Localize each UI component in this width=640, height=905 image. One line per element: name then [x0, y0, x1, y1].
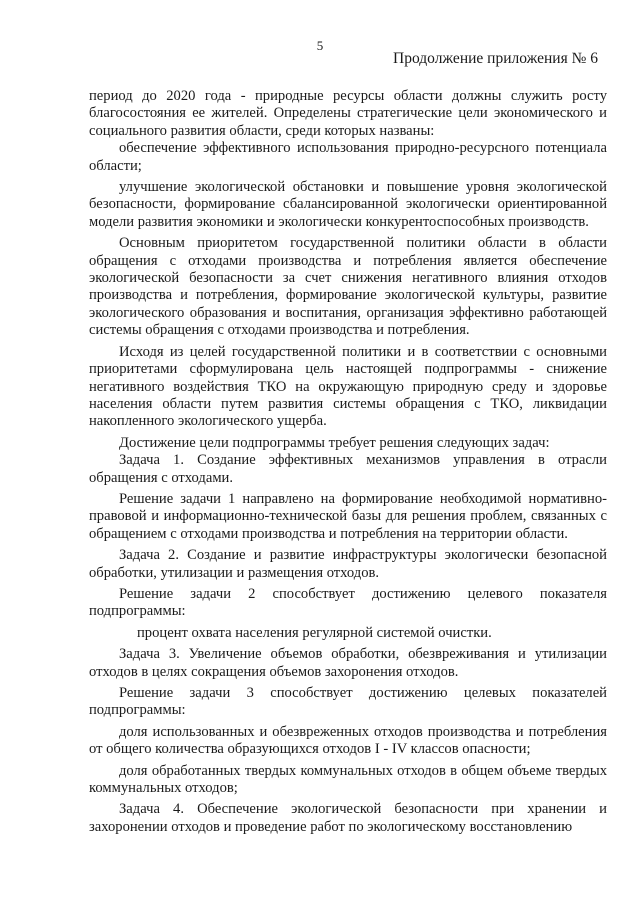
paragraph-priority: Основным приоритетом государственной политики области в области обращения с отходами производства и потребления является обеспечение экологической безопасности за счет снижения негативного влияния отходов производства и потребления, формирование экологической культуры, развитие экологического образования и воспитания, организация эффективно работающей системы обращения с отходами производства и потребления. — [89, 235, 607, 339]
paragraph-goal-ecology: улучшение экологической обстановки и повышение уровня экологической безопасности, формирование сбалансированной экологически ориентированной модели развития экономики и экологически конкурентоспособных производств. — [89, 179, 607, 230]
document-body — [89, 88, 607, 836]
paragraph-task-1-solution: Решение задачи 1 направлено на формирование необходимой нормативно-правовой и информационно-технической базы для решения проблем, связанных с обращением с отходами производства и потребления на территории области. — [89, 490, 607, 542]
paragraph-task-3-indicator-1: доля использованных и обезвреженных отходов производства и потребления от общего количества образующихся отходов I - IV классов опасности; — [89, 723, 607, 758]
paragraph-tasks-intro: Достижение цели подпрограммы требует решения следующих задач: — [119, 434, 550, 451]
paragraph-task-4: Задача 4. Обеспечение экологической безопасности при хранении и захоронении отходов и проведение работ по экологическому восстановлению — [89, 801, 607, 835]
appendix-continuation-note: Продолжение приложения № 6 — [393, 50, 598, 67]
paragraph-task-2-solution: Решение задачи 2 способствует достижению целевого показателя подпрограммы: — [89, 585, 607, 620]
paragraph-intro: период до 2020 года - природные ресурсы области должны служить росту благосостояния ее жителей. Определены стратегические цели экономического и социального развития области, среди которых названы: — [89, 88, 607, 139]
paragraph-subprogram-goal: Исходя из целей государственной политики и в соответствии с основными приоритетами сформулирована цель настоящей подпрограммы - снижение негативного воздействия ТКО на окружающую природную среду и здоровье населения области путем развития системы обращения с ТКО, ликвидации накопленного экологического ущерба. — [89, 343, 607, 430]
paragraph-goal-resources: обеспечение эффективного использования природно-ресурсного потенциала области; — [89, 140, 607, 174]
page-number: 5 — [316, 38, 324, 53]
paragraph-task-3-indicator-2: доля обработанных твердых коммунальных отходов в общем объеме твердых коммунальных отходов; — [89, 762, 607, 797]
paragraph-task-3: Задача 3. Увеличение объемов обработки, обезвреживания и утилизации отходов в целях сокращения объемов захоронения отходов. — [89, 646, 607, 680]
paragraph-task-3-solution: Решение задачи 3 способствует достижению целевых показателей подпрограммы: — [89, 685, 607, 719]
paragraph-task-2: Задача 2. Создание и развитие инфраструктуры экологически безопасной обработки, утилизации и размещения отходов. — [89, 547, 607, 581]
paragraph-task-1: Задача 1. Создание эффективных механизмов управления в отрасли обращения с отходами. — [89, 452, 607, 486]
paragraph-task-2-indicator: процент охвата населения регулярной системой очистки. — [137, 624, 492, 641]
